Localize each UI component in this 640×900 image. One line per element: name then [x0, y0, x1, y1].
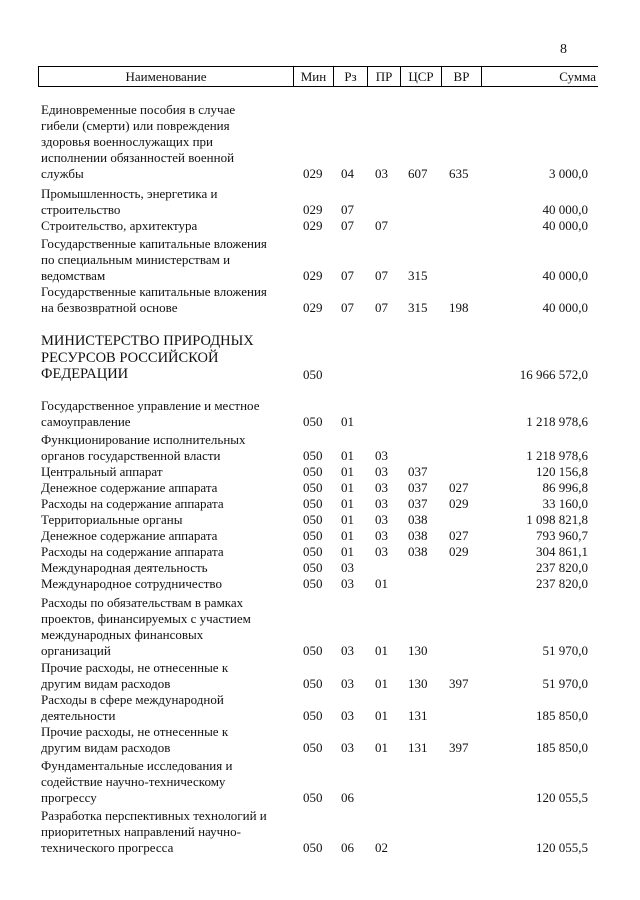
row-rz: 03	[341, 676, 354, 691]
row-min: 050	[303, 643, 323, 658]
row-min: 050	[303, 790, 323, 805]
row-name: Расходы по обязательствам в рамках проектов, финансируемых с участием международных финансовых организаций	[41, 595, 251, 658]
row-min: 050	[303, 464, 323, 479]
row-name: Единовременные пособия в случае гибели (смерти) или повреждения здоровья военнослужащих при исполнении обязанностей военной службы	[41, 102, 236, 181]
row-csr: 038	[408, 512, 428, 527]
row-rz: 01	[341, 512, 354, 527]
row-rz: 07	[341, 218, 354, 233]
row-min: 050	[303, 528, 323, 543]
header-vr: ВР	[441, 67, 481, 86]
row-vr: 397	[449, 740, 469, 755]
row-pr: 01	[375, 643, 388, 658]
row-sum: 120 156,8	[536, 464, 588, 479]
row-rz: 03	[341, 560, 354, 575]
row-name: Прочие расходы, не отнесенные к другим видам расходов	[41, 724, 229, 755]
row-vr: 198	[449, 300, 469, 315]
row-csr: 038	[408, 528, 428, 543]
row-min: 050	[303, 544, 323, 559]
row-pr: 03	[375, 166, 388, 181]
row-name: МИНИСТЕРСТВО ПРИРОДНЫХ РЕСУРСОВ РОССИЙСКОЙ ФЕДЕРАЦИИ	[41, 333, 254, 382]
row-min: 029	[303, 166, 323, 181]
row-sum: 40 000,0	[542, 268, 588, 283]
row-rz: 01	[341, 544, 354, 559]
row-rz: 07	[341, 268, 354, 283]
row-csr: 037	[408, 464, 428, 479]
row-pr: 03	[375, 464, 388, 479]
row-min: 050	[303, 840, 323, 855]
row-name: Фундаментальные исследования и содействие научно-техническому прогрессу	[41, 758, 233, 805]
row-sum: 185 850,0	[536, 708, 588, 723]
row-rz: 01	[341, 528, 354, 543]
row-rz: 01	[341, 480, 354, 495]
row-min: 029	[303, 202, 323, 217]
row-csr: 131	[408, 708, 428, 723]
row-min: 050	[303, 740, 323, 755]
row-vr: 635	[449, 166, 469, 181]
row-sum: 237 820,0	[536, 576, 588, 591]
row-name: Государственные капитальные вложения по специальным министерствам и ведомствам	[41, 236, 267, 283]
row-csr: 315	[408, 300, 428, 315]
row-pr: 01	[375, 708, 388, 723]
row-rz: 01	[341, 496, 354, 511]
row-sum: 51 970,0	[542, 676, 588, 691]
row-rz: 03	[341, 740, 354, 755]
row-min: 050	[303, 414, 323, 429]
row-min: 050	[303, 708, 323, 723]
row-rz: 06	[341, 790, 354, 805]
row-sum: 237 820,0	[536, 560, 588, 575]
row-pr: 02	[375, 840, 388, 855]
row-name: Строительство, архитектура	[41, 218, 198, 233]
header-sum: Сумма	[481, 67, 598, 86]
row-sum: 40 000,0	[542, 202, 588, 217]
row-sum: 185 850,0	[536, 740, 588, 755]
row-name: Прочие расходы, не отнесенные к другим видам расходов	[41, 660, 229, 691]
row-sum: 1 218 978,6	[526, 414, 588, 429]
row-name: Расходы в сфере международной деятельности	[41, 692, 224, 723]
row-pr: 01	[375, 676, 388, 691]
row-min: 029	[303, 300, 323, 315]
header-name: Наименование	[38, 67, 293, 86]
row-pr: 03	[375, 448, 388, 463]
row-pr: 07	[375, 300, 388, 315]
row-csr: 130	[408, 643, 428, 658]
row-vr: 027	[449, 528, 469, 543]
row-rz: 03	[341, 643, 354, 658]
row-pr: 03	[375, 528, 388, 543]
row-pr: 03	[375, 512, 388, 527]
row-sum: 1 098 821,8	[526, 512, 588, 527]
row-sum: 40 000,0	[542, 218, 588, 233]
row-min: 050	[303, 367, 323, 382]
row-rz: 03	[341, 576, 354, 591]
row-name: Расходы на содержание аппарата	[41, 496, 224, 511]
row-pr: 07	[375, 268, 388, 283]
row-vr: 029	[449, 496, 469, 511]
header-rz: Рз	[333, 67, 367, 86]
row-rz: 03	[341, 708, 354, 723]
row-vr: 397	[449, 676, 469, 691]
row-rz: 07	[341, 300, 354, 315]
row-min: 050	[303, 576, 323, 591]
row-vr: 029	[449, 544, 469, 559]
header-min: Мин	[293, 67, 333, 86]
row-sum: 120 055,5	[536, 790, 588, 805]
row-name: Денежное содержание аппарата	[41, 480, 218, 495]
row-min: 050	[303, 480, 323, 495]
row-csr: 037	[408, 480, 428, 495]
row-csr: 607	[408, 166, 428, 181]
row-rz: 01	[341, 464, 354, 479]
row-min: 029	[303, 218, 323, 233]
row-sum: 33 160,0	[542, 496, 588, 511]
row-rz: 07	[341, 202, 354, 217]
row-pr: 01	[375, 740, 388, 755]
row-pr: 01	[375, 576, 388, 591]
row-rz: 04	[341, 166, 354, 181]
row-name: Денежное содержание аппарата	[41, 528, 218, 543]
row-csr: 315	[408, 268, 428, 283]
row-sum: 120 055,5	[536, 840, 588, 855]
row-sum: 51 970,0	[542, 643, 588, 658]
row-name: Территориальные органы	[41, 512, 183, 527]
header-pr: ПР	[367, 67, 400, 86]
row-min: 050	[303, 512, 323, 527]
row-vr: 027	[449, 480, 469, 495]
row-csr: 130	[408, 676, 428, 691]
row-csr: 038	[408, 544, 428, 559]
row-name: Государственные капитальные вложения на безвозвратной основе	[41, 284, 267, 315]
row-csr: 131	[408, 740, 428, 755]
row-sum: 1 218 978,6	[526, 448, 588, 463]
row-name: Центральный аппарат	[41, 464, 163, 479]
row-pr: 03	[375, 496, 388, 511]
row-sum: 304 861,1	[536, 544, 588, 559]
row-csr: 037	[408, 496, 428, 511]
row-name: Функционирование исполнительных органов государственной власти	[41, 432, 246, 463]
page-number: 8	[560, 42, 567, 57]
row-pr: 07	[375, 218, 388, 233]
row-rz: 01	[341, 414, 354, 429]
row-sum: 3 000,0	[549, 166, 588, 181]
row-rz: 01	[341, 448, 354, 463]
row-sum: 86 996,8	[542, 480, 588, 495]
row-pr: 03	[375, 544, 388, 559]
row-rz: 06	[341, 840, 354, 855]
row-min: 050	[303, 676, 323, 691]
row-name: Расходы на содержание аппарата	[41, 544, 224, 559]
row-sum: 793 960,7	[536, 528, 588, 543]
row-pr: 03	[375, 480, 388, 495]
row-min: 050	[303, 496, 323, 511]
row-min: 050	[303, 448, 323, 463]
row-name: Международное сотрудничество	[41, 576, 222, 591]
row-min: 050	[303, 560, 323, 575]
row-name: Международная деятельность	[41, 560, 208, 575]
row-min: 029	[303, 268, 323, 283]
header-csr: ЦСР	[400, 67, 441, 86]
row-sum: 40 000,0	[542, 300, 588, 315]
row-name: Разработка перспективных технологий и приоритетных направлений научно- технического прогресса	[41, 808, 267, 855]
row-name: Государственное управление и местное самоуправление	[41, 398, 260, 429]
row-name: Промышленность, энергетика и строительство	[41, 186, 218, 217]
row-sum: 16 966 572,0	[519, 367, 588, 382]
